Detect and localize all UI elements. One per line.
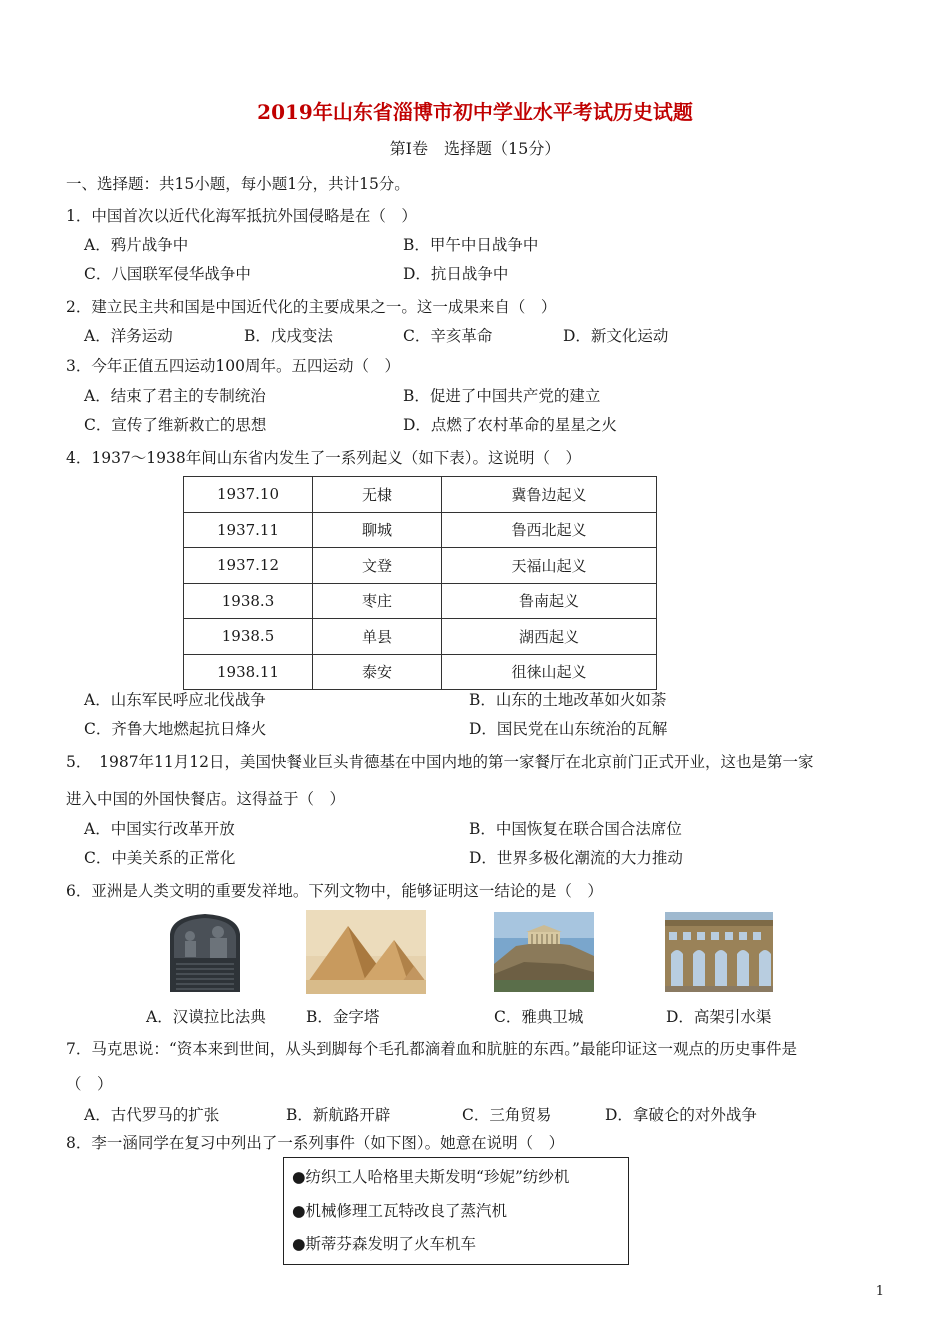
q1-option-c: C．八国联军侵华战争中 (84, 265, 251, 283)
q1-stem: 1．中国首次以近代化海军抵抗外国侵略是在（ ） (66, 207, 417, 225)
q3-option-b: B．促进了中国共产党的建立 (403, 387, 601, 405)
table-cell: 湖西起义 (442, 619, 657, 655)
q3-option-a: A．结束了君主的专制统治 (84, 387, 266, 405)
q8-events-box (283, 1157, 629, 1265)
q5-stem-line2: 进入中国的外国快餐店。这得益于（ ） (66, 790, 346, 808)
q5-option-b: B．中国恢复在联合国合法席位 (469, 820, 682, 838)
pyramids-image (306, 910, 426, 994)
table-cell: 无棣 (313, 477, 442, 513)
table-cell: 1937.12 (184, 548, 313, 584)
table-row (184, 654, 657, 690)
page-title: 2019年山东省淄博市初中学业水平考试历史试题 (257, 100, 693, 124)
table-cell: 文登 (313, 548, 442, 584)
q6-option-d: D．高架引水渠 (666, 1008, 772, 1026)
q2-stem: 2．建立民主共和国是中国近代化的主要成果之一。这一成果来自（ ） (66, 298, 557, 316)
q4-option-a: A．山东军民呼应北伐战争 (84, 691, 266, 709)
q1-option-d: D．抗日战争中 (403, 265, 509, 283)
table-row (184, 512, 657, 548)
q3-option-c: C．宣传了维新救亡的思想 (84, 416, 267, 434)
q3-stem: 3．今年正值五四运动100周年。五四运动（ ） (66, 357, 400, 375)
table-cell: 聊城 (313, 512, 442, 548)
table-cell: 1938.5 (184, 619, 313, 655)
q8-event-item: ●斯蒂芬森发明了火车机车 (292, 1235, 477, 1253)
table-row (184, 619, 657, 655)
table-cell: 枣庄 (313, 583, 442, 619)
q6-option-c: C．雅典卫城 (494, 1008, 584, 1026)
q7-option-b: B．新航路开辟 (286, 1106, 391, 1124)
table-cell: 1938.11 (184, 654, 313, 690)
q5-option-c: C．中美关系的正常化 (84, 849, 236, 867)
q7-option-a: A．古代罗马的扩张 (84, 1106, 220, 1124)
q2-option-b: B．戊戌变法 (244, 327, 333, 345)
q4-uprisings-table (183, 476, 657, 690)
q5-stem-line1: 5． 1987年11月12日，美国快餐业巨头肯德基在中国内地的第一家餐厅在北京前门正式开业，这也是第一家 (66, 753, 814, 771)
q7-option-c: C．三角贸易 (462, 1106, 552, 1124)
table-row (184, 583, 657, 619)
q2-option-d: D．新文化运动 (563, 327, 669, 345)
q6-option-a: A．汉谟拉比法典 (146, 1008, 266, 1026)
table-cell: 天福山起义 (442, 548, 657, 584)
q3-option-d: D．点燃了农村革命的星星之火 (403, 416, 617, 434)
q5-option-d: D．世界多极化潮流的大力推动 (469, 849, 683, 867)
table-cell: 泰安 (313, 654, 442, 690)
q8-event-item: ●机械修理工瓦特改良了蒸汽机 (292, 1202, 508, 1220)
q1-option-a: A．鸦片战争中 (84, 236, 189, 254)
table-cell: 单县 (313, 619, 442, 655)
q7-stem-line2: （ ） (66, 1075, 113, 1093)
table-cell: 鲁西北起义 (442, 512, 657, 548)
section-subtitle: 第Ⅰ卷 选择题（15分） (389, 139, 561, 158)
table-row (184, 477, 657, 513)
q8-event-item: ●纺织工人哈格里夫斯发明“珍妮”纺纱机 (292, 1168, 570, 1186)
section-instructions: 一、选择题：共15小题，每小题1分，共计15分。 (66, 175, 410, 193)
table-cell: 冀鲁边起义 (442, 477, 657, 513)
q7-option-d: D．拿破仑的对外战争 (605, 1106, 757, 1124)
q2-option-a: A．洋务运动 (84, 327, 173, 345)
q4-stem: 4．1937～1938年间山东省内发生了一系列起义（如下表）。这说明（ ） (66, 449, 582, 467)
q5-option-a: A．中国实行改革开放 (84, 820, 235, 838)
page-number: 1 (875, 1284, 884, 1299)
q1-option-b: B．甲午中日战争中 (403, 236, 539, 254)
athens-acropolis-image (494, 912, 594, 992)
q4-option-b: B．山东的土地改革如火如荼 (469, 691, 667, 709)
q2-option-c: C．辛亥革命 (403, 327, 493, 345)
q6-option-b: B．金字塔 (306, 1008, 380, 1026)
hammurabi-code-image (166, 912, 244, 992)
table-cell: 徂徕山起义 (442, 654, 657, 690)
q4-option-c: C．齐鲁大地燃起抗日烽火 (84, 720, 267, 738)
table-cell: 1937.11 (184, 512, 313, 548)
table-row (184, 548, 657, 584)
q7-stem-line1: 7．马克思说：“资本来到世间，从头到脚每个毛孔都滴着血和肮脏的东西。”最能印证这一观点的历史事件是 (66, 1040, 797, 1058)
roman-aqueduct-image (665, 912, 773, 992)
q6-stem: 6．亚洲是人类文明的重要发祥地。下列文物中，能够证明这一结论的是（ ） (66, 882, 603, 900)
table-cell: 1937.10 (184, 477, 313, 513)
q8-stem: 8．李一涵同学在复习中列出了一系列事件（如下图）。她意在说明（ ） (66, 1134, 565, 1152)
table-cell: 鲁南起义 (442, 583, 657, 619)
q4-option-d: D．国民党在山东统治的瓦解 (469, 720, 668, 738)
table-cell: 1938.3 (184, 583, 313, 619)
